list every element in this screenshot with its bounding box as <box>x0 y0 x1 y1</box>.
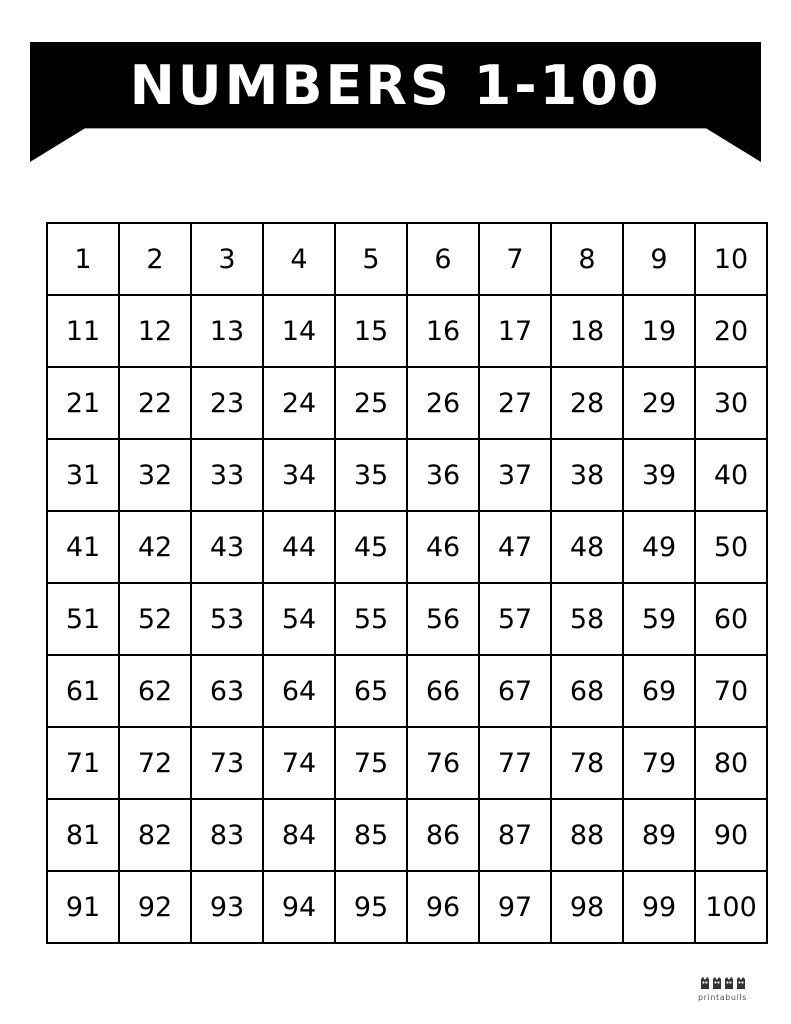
number-cell: 21 <box>47 367 119 439</box>
number-cell: 95 <box>335 871 407 943</box>
number-cell: 11 <box>47 295 119 367</box>
number-cell: 84 <box>263 799 335 871</box>
number-cell: 98 <box>551 871 623 943</box>
number-cell: 74 <box>263 727 335 799</box>
table-row <box>47 871 767 943</box>
number-cell: 85 <box>335 799 407 871</box>
number-cell: 16 <box>407 295 479 367</box>
number-cell: 13 <box>191 295 263 367</box>
number-cell: 57 <box>479 583 551 655</box>
number-cell: 87 <box>479 799 551 871</box>
page-title: NUMBERS 1-100 <box>129 53 662 117</box>
number-cell: 20 <box>695 295 767 367</box>
table-row <box>47 223 767 295</box>
number-cell: 19 <box>623 295 695 367</box>
number-cell: 45 <box>335 511 407 583</box>
number-cell: 63 <box>191 655 263 727</box>
number-cell: 9 <box>623 223 695 295</box>
number-cell: 3 <box>191 223 263 295</box>
number-cell: 73 <box>191 727 263 799</box>
number-cell: 52 <box>119 583 191 655</box>
table-row <box>47 583 767 655</box>
number-cell: 88 <box>551 799 623 871</box>
number-cell: 75 <box>335 727 407 799</box>
number-cell: 72 <box>119 727 191 799</box>
number-cell: 18 <box>551 295 623 367</box>
number-cell: 32 <box>119 439 191 511</box>
number-cell: 41 <box>47 511 119 583</box>
number-cell: 99 <box>623 871 695 943</box>
number-cell: 30 <box>695 367 767 439</box>
number-cell: 8 <box>551 223 623 295</box>
number-cell: 50 <box>695 511 767 583</box>
number-cell: 39 <box>623 439 695 511</box>
table-row <box>47 799 767 871</box>
number-cell: 37 <box>479 439 551 511</box>
number-cell: 33 <box>191 439 263 511</box>
number-cell: 47 <box>479 511 551 583</box>
number-cell: 42 <box>119 511 191 583</box>
number-cell: 77 <box>479 727 551 799</box>
number-cell: 96 <box>407 871 479 943</box>
number-cell: 93 <box>191 871 263 943</box>
number-cell: 48 <box>551 511 623 583</box>
bulls-logo-icon <box>699 977 745 992</box>
number-cell: 94 <box>263 871 335 943</box>
number-cell: 56 <box>407 583 479 655</box>
number-cell: 10 <box>695 223 767 295</box>
number-cell: 49 <box>623 511 695 583</box>
title-banner <box>30 42 761 162</box>
number-cell: 67 <box>479 655 551 727</box>
table-row <box>47 511 767 583</box>
banner-graphic <box>30 42 761 162</box>
brand-logo <box>698 977 747 1002</box>
number-cell: 91 <box>47 871 119 943</box>
number-cell: 35 <box>335 439 407 511</box>
number-cell: 71 <box>47 727 119 799</box>
number-cell: 17 <box>479 295 551 367</box>
number-cell: 58 <box>551 583 623 655</box>
number-cell: 31 <box>47 439 119 511</box>
number-cell: 90 <box>695 799 767 871</box>
number-cell: 79 <box>623 727 695 799</box>
number-cell: 76 <box>407 727 479 799</box>
number-cell: 80 <box>695 727 767 799</box>
number-cell: 24 <box>263 367 335 439</box>
number-cell: 60 <box>695 583 767 655</box>
table-row <box>47 439 767 511</box>
number-cell: 86 <box>407 799 479 871</box>
number-cell: 55 <box>335 583 407 655</box>
number-cell: 100 <box>695 871 767 943</box>
number-cell: 38 <box>551 439 623 511</box>
number-cell: 54 <box>263 583 335 655</box>
number-cell: 2 <box>119 223 191 295</box>
table-row <box>47 727 767 799</box>
number-cell: 59 <box>623 583 695 655</box>
number-cell: 65 <box>335 655 407 727</box>
number-cell: 51 <box>47 583 119 655</box>
number-grid-container <box>46 222 757 944</box>
number-cell: 23 <box>191 367 263 439</box>
number-cell: 68 <box>551 655 623 727</box>
number-cell: 97 <box>479 871 551 943</box>
number-cell: 40 <box>695 439 767 511</box>
page-footer <box>0 977 791 1002</box>
number-cell: 64 <box>263 655 335 727</box>
number-cell: 82 <box>119 799 191 871</box>
number-cell: 36 <box>407 439 479 511</box>
number-cell: 83 <box>191 799 263 871</box>
number-cell: 53 <box>191 583 263 655</box>
number-cell: 61 <box>47 655 119 727</box>
table-row <box>47 655 767 727</box>
number-cell: 69 <box>623 655 695 727</box>
number-grid <box>46 222 768 944</box>
number-cell: 14 <box>263 295 335 367</box>
table-row <box>47 295 767 367</box>
number-cell: 43 <box>191 511 263 583</box>
number-cell: 29 <box>623 367 695 439</box>
number-grid-body <box>47 223 767 943</box>
table-row <box>47 367 767 439</box>
number-cell: 5 <box>335 223 407 295</box>
number-cell: 12 <box>119 295 191 367</box>
number-cell: 1 <box>47 223 119 295</box>
number-cell: 81 <box>47 799 119 871</box>
number-cell: 89 <box>623 799 695 871</box>
number-cell: 62 <box>119 655 191 727</box>
brand-logo-text: printabulls <box>697 993 747 1002</box>
number-cell: 4 <box>263 223 335 295</box>
number-cell: 92 <box>119 871 191 943</box>
number-cell: 7 <box>479 223 551 295</box>
number-cell: 70 <box>695 655 767 727</box>
number-cell: 22 <box>119 367 191 439</box>
number-cell: 28 <box>551 367 623 439</box>
number-cell: 25 <box>335 367 407 439</box>
number-cell: 34 <box>263 439 335 511</box>
number-cell: 78 <box>551 727 623 799</box>
number-cell: 66 <box>407 655 479 727</box>
number-cell: 46 <box>407 511 479 583</box>
number-cell: 44 <box>263 511 335 583</box>
number-cell: 15 <box>335 295 407 367</box>
number-cell: 27 <box>479 367 551 439</box>
number-cell: 26 <box>407 367 479 439</box>
number-cell: 6 <box>407 223 479 295</box>
